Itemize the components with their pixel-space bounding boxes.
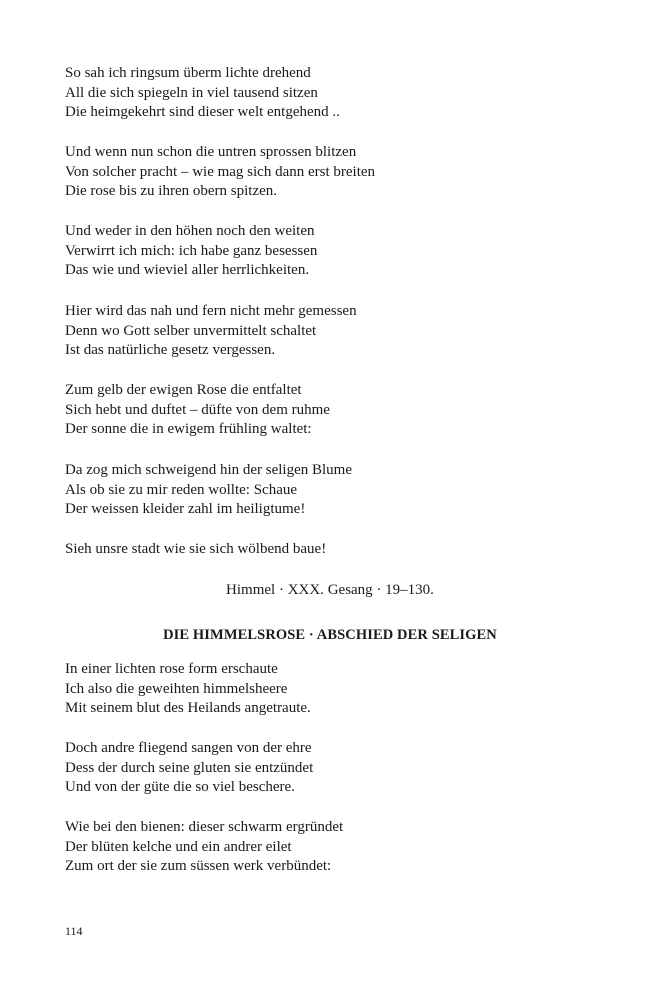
verse-line: Wie bei den bienen: dieser schwarm ergründet (65, 819, 344, 835)
verse-line: Der blüten kelche und ein andrer eilet (65, 838, 292, 855)
verse-line: In einer lichten rose form erschaute (65, 661, 278, 677)
stanza (65, 660, 605, 719)
verse-line: Denn wo Gott selber unvermittelt schaltet (65, 322, 317, 339)
verse-line: All die sich spiegeln in viel tausend sitzen (65, 84, 318, 101)
stanza (65, 818, 605, 877)
verse-line: Da zog mich schweigend hin der seligen Blume (65, 462, 353, 478)
canto-reference (0, 580, 660, 600)
verse-line: Mit seinem blut des Heilands angetraute. (65, 700, 311, 717)
verse-line: Der sonne die in ewigem frühling waltet: (65, 421, 312, 438)
stanza (65, 381, 605, 440)
verse-line: Und von der güte die so viel beschere. (65, 779, 295, 796)
verse-line: Als ob sie zu mir reden wollte: Schaue (65, 481, 298, 498)
stanza (65, 739, 605, 798)
verse-line: Zum gelb der ewigen Rose die entfaltet (65, 382, 302, 398)
stanza (65, 540, 605, 560)
page-number: 114 (65, 924, 83, 938)
verse-line: Die rose bis zu ihren obern spitzen. (65, 183, 278, 200)
stanza (65, 222, 605, 281)
verse-line: Zum ort der sie zum süssen werk verbündet: (65, 858, 332, 875)
stanza (65, 302, 605, 361)
verse-line: Ist das natürliche gesetz vergessen. (65, 342, 276, 359)
canto-reference-text: Himmel · XXX. Gesang · 19–130. (226, 582, 434, 598)
section-heading: DIE HIMMELSROSE · ABSCHIED DER SELIGEN (163, 627, 497, 643)
verse-line: Von solcher pracht – wie mag sich dann erst breiten (65, 163, 376, 180)
verse-line: Und weder in den höhen noch den weiten (65, 223, 315, 239)
verse-line: Ich also die geweihten himmelsheere (65, 680, 288, 697)
verse-line: Hier wird das nah und fern nicht mehr gemessen (65, 303, 357, 319)
verse-line: Sich hebt und duftet – düfte von dem ruhme (65, 401, 330, 418)
verse-line: Dess der durch seine gluten sie entzündet (65, 759, 314, 776)
verse-line: So sah ich ringsum überm lichte drehend (65, 65, 311, 81)
verse-line: Das wie und wieviel aller herrlichkeiten. (65, 262, 310, 279)
verse-line: Sieh unsre stadt wie sie sich wölbend baue! (65, 541, 327, 557)
verse-line: Der weissen kleider zahl im heiligtume! (65, 501, 306, 518)
stanza (65, 64, 605, 123)
stanza (65, 143, 605, 202)
verse-line: Verwirrt ich mich: ich habe ganz besessen (65, 242, 318, 259)
stanza (65, 461, 605, 520)
verse-line: Doch andre fliegend sangen von der ehre (65, 740, 312, 756)
verse-line: Und wenn nun schon die untren sprossen blitzen (65, 144, 357, 160)
verse-line: Die heimgekehrt sind dieser welt entgehend .. (65, 104, 340, 121)
